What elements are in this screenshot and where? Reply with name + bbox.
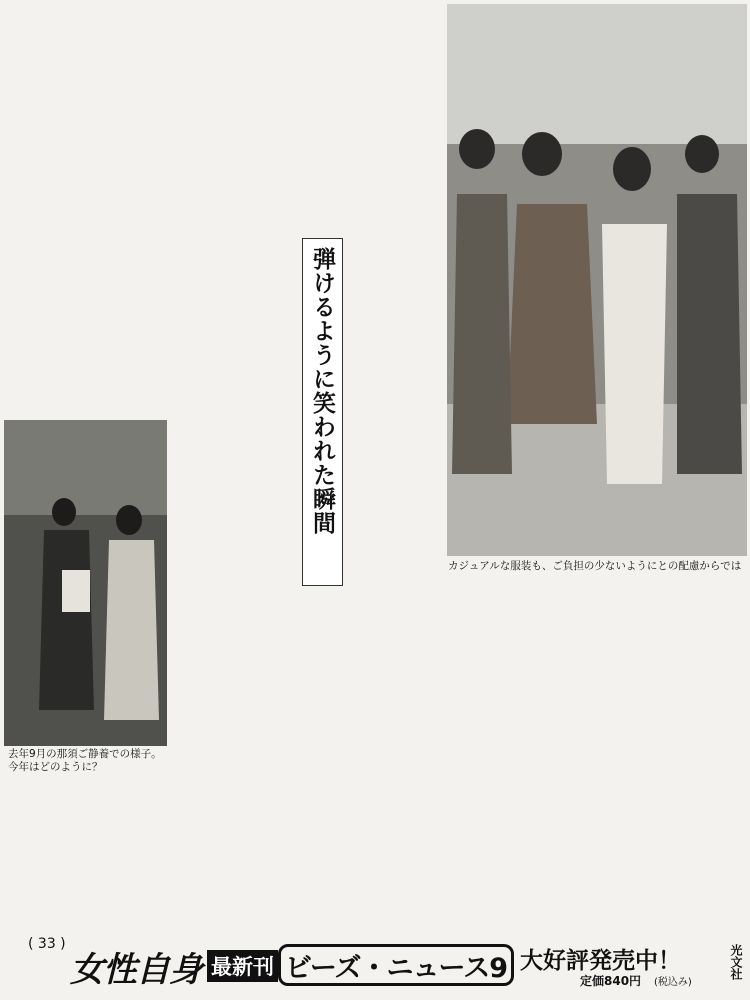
price-label: 定価840円: [580, 974, 642, 988]
footer-ad: [0, 942, 750, 1000]
product-name-box: [278, 944, 514, 986]
page-number: ( 33 ): [28, 936, 66, 952]
small-photo: [4, 420, 167, 746]
small-photo-art: [4, 420, 167, 746]
headline: 弾けるように笑われた瞬間: [302, 238, 343, 586]
new-issue-label: 最新刊: [207, 950, 278, 982]
body-column-upper-left: [6, 6, 446, 416]
publisher-name: 光文社: [729, 944, 743, 980]
main-photo-art: [447, 4, 747, 556]
main-photo-caption: カジュアルな服装も、ご負担の少ないようにとの配慮からでは: [448, 560, 742, 572]
magazine-logo: 女性自身: [70, 950, 202, 990]
main-photo: [447, 4, 747, 556]
on-sale-text: 大好評発売中！: [520, 948, 681, 974]
tax-label: (税込み): [654, 977, 692, 988]
small-photo-caption: 去年9月の那須ご静養での様子。今年はどのように？: [8, 748, 162, 773]
product-name: ビーズ・ニュース9: [284, 952, 507, 984]
